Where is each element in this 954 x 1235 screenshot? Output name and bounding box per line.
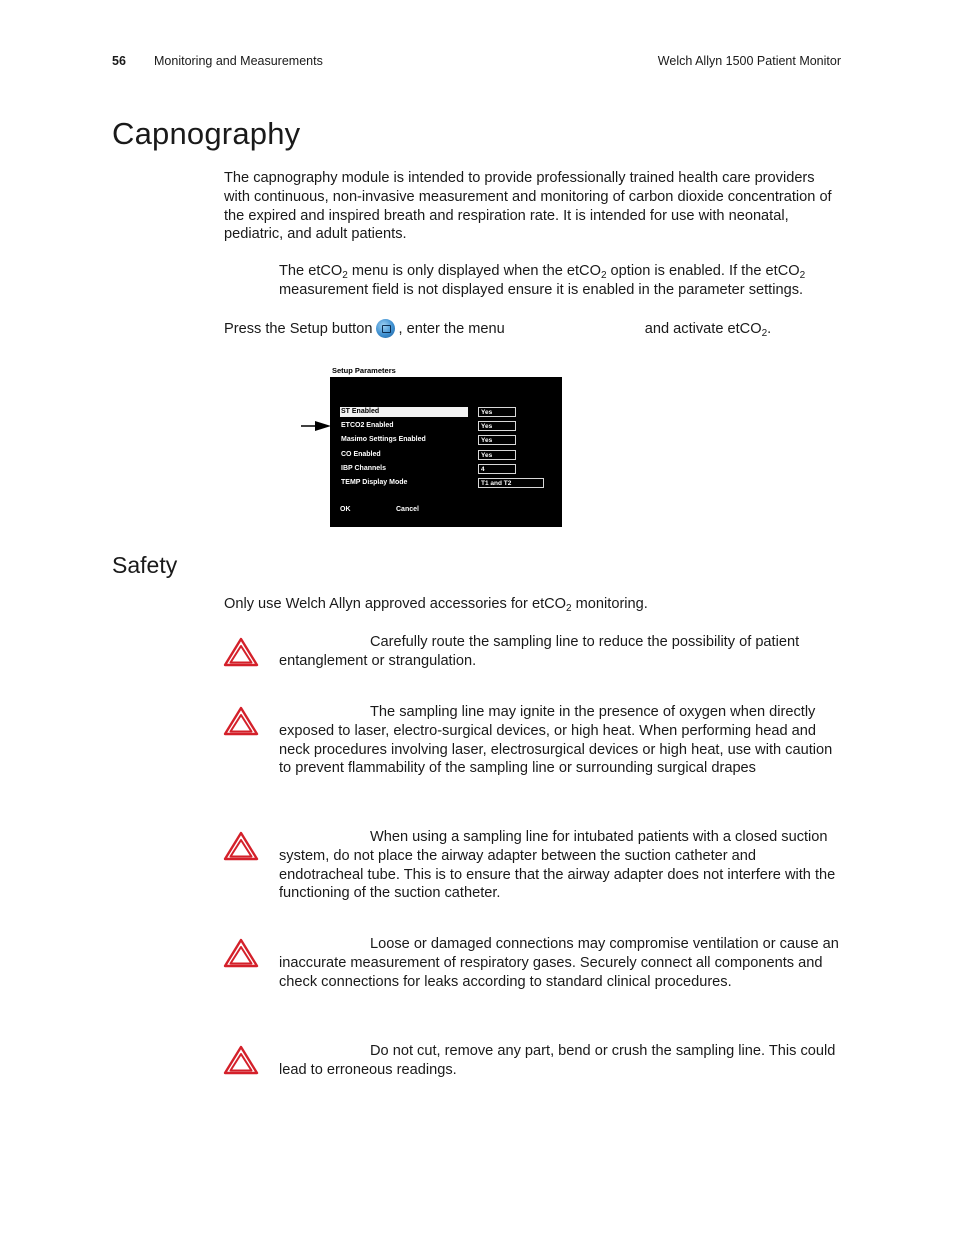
param-label-etco2[interactable]: ETCO2 Enabled [341, 422, 394, 429]
ok-button[interactable]: OK [340, 506, 351, 513]
param-value-ibp[interactable]: 4 [478, 464, 516, 474]
warning-triangle-icon [223, 637, 259, 667]
param-value-st[interactable]: Yes [478, 407, 516, 417]
param-label-co[interactable]: CO Enabled [341, 451, 381, 458]
warning-triangle-icon [223, 938, 259, 968]
safety-heading: Safety [112, 552, 178, 578]
param-label-masimo[interactable]: Masimo Settings Enabled [341, 436, 426, 443]
setup-button-icon[interactable] [376, 319, 395, 338]
param-label-st[interactable]: ST Enabled [340, 407, 468, 417]
param-value-co[interactable]: Yes [478, 450, 516, 460]
section-name: Monitoring and Measurements [154, 54, 323, 68]
page-title: Capnography [112, 116, 301, 151]
screen-title: Setup Parameters [330, 365, 562, 377]
setup-instruction: Press the Setup button , enter the menu and activate etCO$_2$. [224, 321, 772, 339]
safety-intro: Only use Welch Allyn approved accessories for etCO$_2$ monitoring. [224, 596, 648, 614]
setup-parameters-screen [330, 365, 562, 527]
param-value-etco2[interactable]: Yes [478, 421, 516, 431]
param-value-temp[interactable]: T1 and T2 [478, 478, 544, 488]
param-value-masimo[interactable]: Yes [478, 435, 516, 445]
product-name: Welch Allyn 1500 Patient Monitor [657, 54, 841, 68]
param-label-temp[interactable]: TEMP Display Mode [341, 479, 408, 486]
note-paragraph: The etCO$_2$ menu is only displayed when the etCO$_2$ option is enabled. If the etCO$_2$ measurement field is not displayed ensure it is enabled in the parameter settings. [279, 263, 806, 298]
cancel-button[interactable]: Cancel [396, 506, 419, 513]
warning-triangle-icon [223, 831, 259, 861]
warning-text: Loose or damaged connections may compromise ventilation or cause an inaccurate measurement of respiratory gases. Securely connect all components and check connections for leaks according to standard clinical procedures. [279, 936, 839, 990]
warning-text: Do not cut, remove any part, bend or crush the sampling line. This could lead to erroneous readings. [279, 1043, 836, 1078]
warning-text: The sampling line may ignite in the presence of oxygen when directly exposed to laser, electro-surgical devices, or high heat. When performing head and neck procedures involving laser, electrosurgical devices or high heat, use with caution to prevent flammability of the sampling line or surrounding surgical drapes [279, 704, 833, 777]
warning-text: Carefully route the sampling line to reduce the possibility of patient entanglement or strangulation. [279, 634, 800, 669]
param-label-ibp[interactable]: IBP Channels [341, 465, 386, 472]
warning-triangle-icon [223, 1045, 259, 1075]
arrow-pointer-icon [301, 419, 331, 433]
intro-paragraph: The capnography module is intended to provide professionally trained health care providers with continuous, non-invasive measurement and monitoring of carbon dioxide concentration of the expired and inspired breath and respiration rate. It is intended for use with neonatal, pediatric, and adult patients. [224, 170, 832, 243]
warning-triangle-icon [223, 706, 259, 736]
warning-text: When using a sampling line for intubated patients with a closed suction system, do not place the airway adapter between the suction catheter and endotracheal tube. This is to ensure that the airway adapter does not interfere with the functioning of the suction catheter. [279, 829, 836, 902]
page-number: 56 [112, 54, 126, 68]
